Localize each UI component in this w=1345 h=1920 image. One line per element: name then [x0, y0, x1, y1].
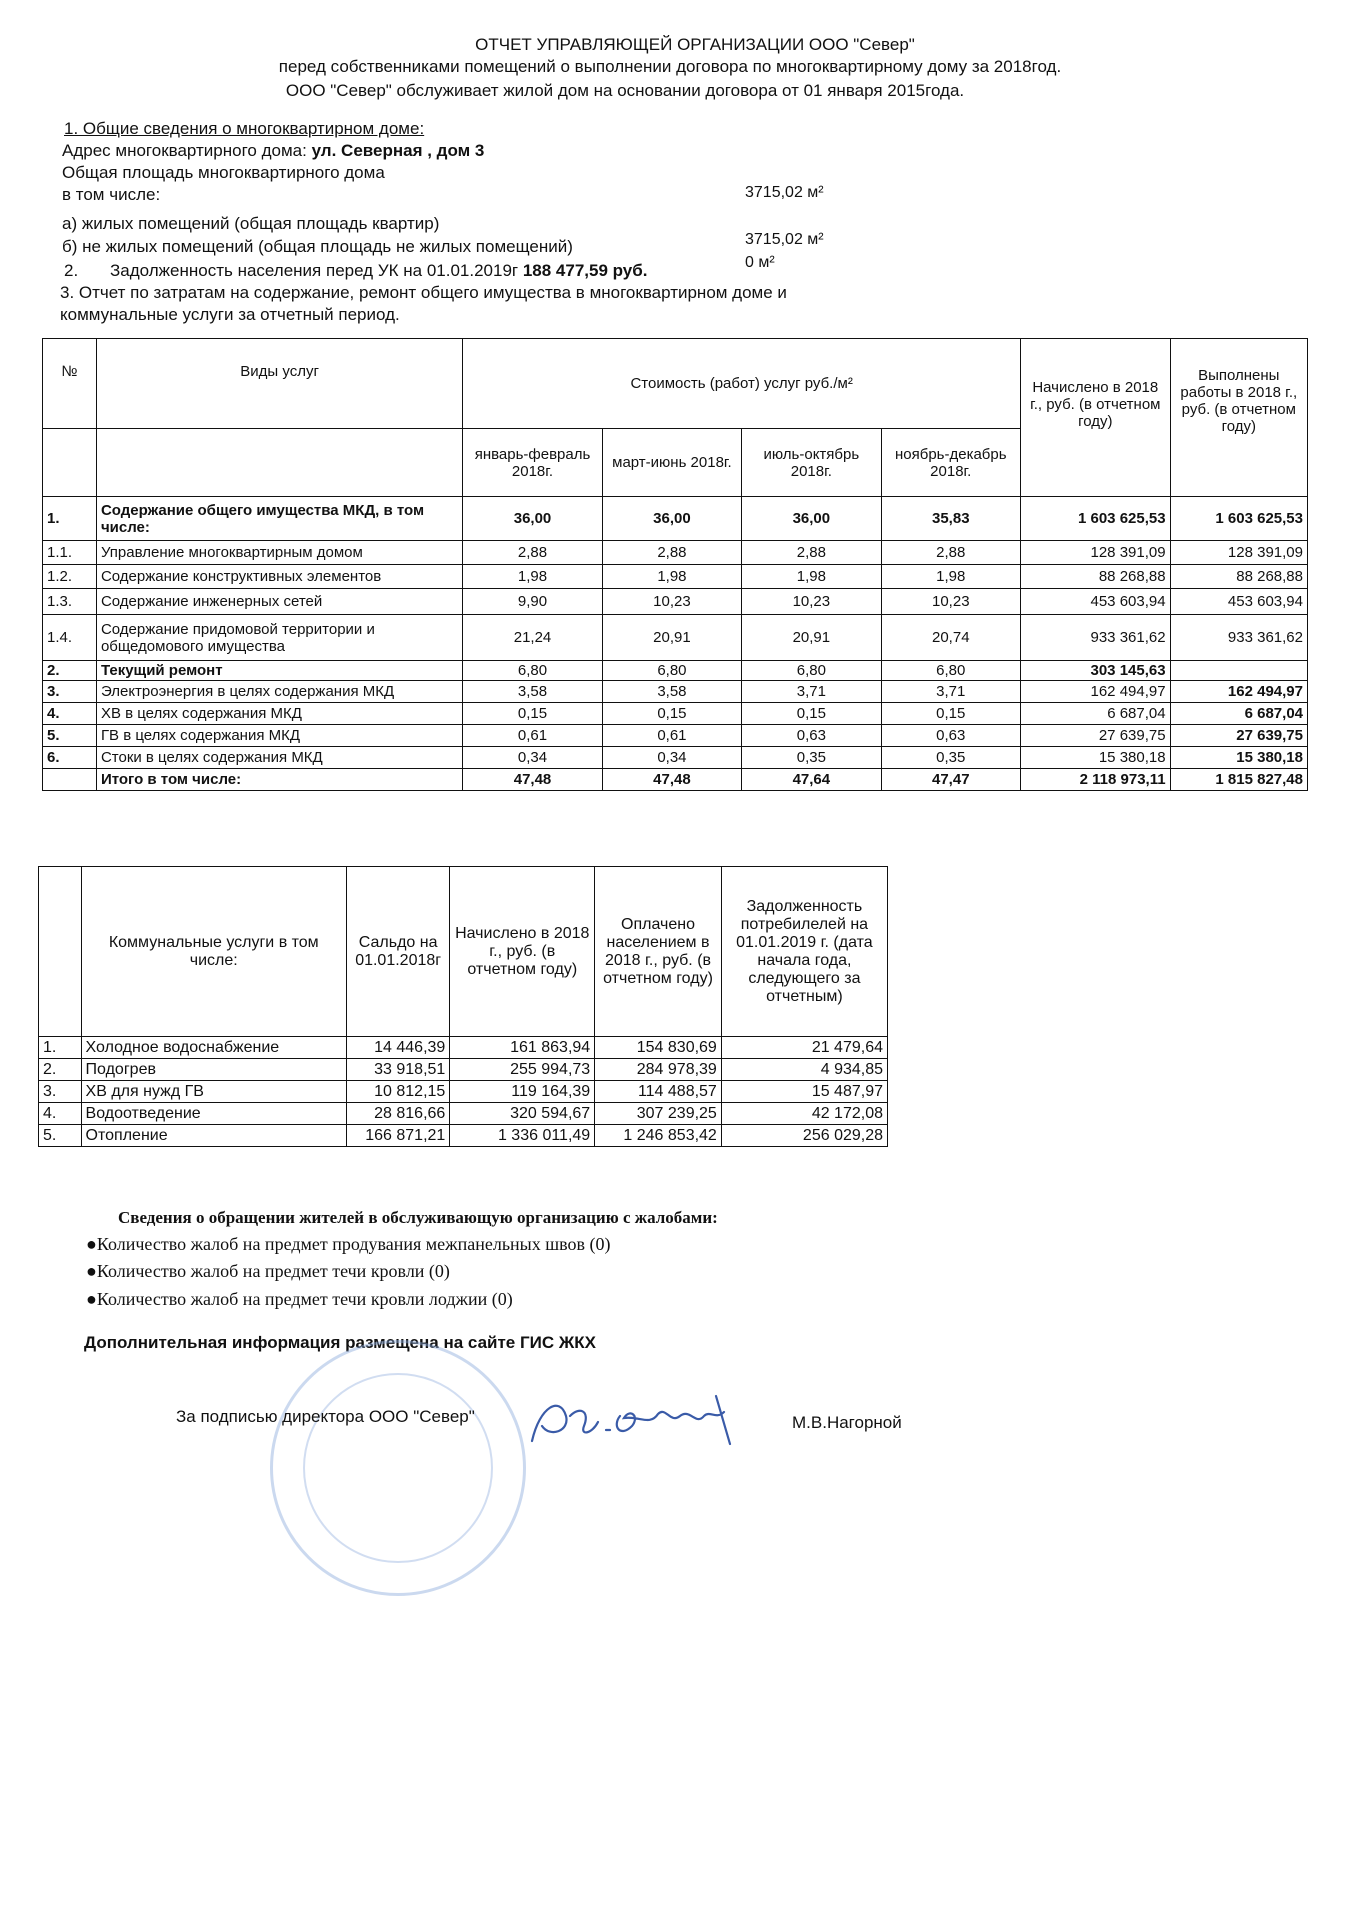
- incl-label: в том числе:: [62, 185, 161, 204]
- cost-name-cell: Электроэнергия в целях содержания МКД: [96, 681, 462, 703]
- living-value: 3715,02 м²: [745, 231, 824, 248]
- complaint-item: ●Количество жалоб на предмет течи кровли лоджии (0): [86, 1289, 513, 1309]
- cost-num-cell: 1.4.: [43, 615, 97, 661]
- cost-accrued-cell: 162 494,97: [1020, 681, 1170, 703]
- cost-p1-cell: 0,15: [463, 703, 602, 725]
- address-value: ул. Северная , дом 3: [311, 141, 485, 160]
- general-heading: 1. Общие сведения о многоквартирном доме:: [64, 119, 425, 138]
- utility-debt-cell: 256 029,28: [721, 1125, 887, 1147]
- utility-saldo-cell: 33 918,51: [346, 1059, 449, 1081]
- address-row: [62, 140, 484, 161]
- col-done-header: Выполнены работы в 2018 г., руб. (в отчетном году): [1170, 339, 1307, 497]
- cost-done-cell: 1 603 625,53: [1170, 497, 1307, 541]
- cost-done-cell: 933 361,62: [1170, 615, 1307, 661]
- cost-row: [43, 565, 1308, 589]
- cost-accrued-cell: 27 639,75: [1020, 725, 1170, 747]
- cost-p4-cell: 6,80: [881, 661, 1020, 681]
- utility-row: [39, 1125, 888, 1147]
- cost-name-cell: Содержание придомовой территории и общедомового имущества: [96, 615, 462, 661]
- nonliving-value: 0 м²: [745, 254, 775, 271]
- debt-value: 188 477,59 руб.: [522, 261, 648, 280]
- report-title: ОТЧЕТ УПРАВЛЯЮЩЕЙ ОРГАНИЗАЦИИ ООО "Север": [475, 35, 915, 54]
- col-cost-header: Стоимость (работ) услуг руб./м²: [463, 339, 1021, 429]
- utility-saldo-cell: 166 871,21: [346, 1125, 449, 1147]
- utilities-header-debt: Задолженность потребилелей на 01.01.2019 г. (дата начала года, следующего за отчетным): [721, 867, 887, 1037]
- cost-num-cell: 3.: [43, 681, 97, 703]
- utility-accrued-cell: 1 336 011,49: [450, 1125, 595, 1147]
- cost-p1-cell: 0,61: [463, 725, 602, 747]
- area-label: Общая площадь многоквартирного дома: [62, 163, 385, 182]
- cost-name-cell: ГВ в целях содержания МКД: [96, 725, 462, 747]
- cost-p2-cell: 20,91: [602, 615, 741, 661]
- cost-p2-cell: 0,34: [602, 747, 741, 769]
- total-p3-cell: 47,64: [742, 769, 881, 791]
- cost-p2-cell: 2,88: [602, 541, 741, 565]
- cost-name-cell: Содержание конструктивных элементов: [96, 565, 462, 589]
- costs-heading-1: 3. Отчет по затратам на содержание, ремонт общего имущества в многоквартирном доме и: [60, 283, 787, 302]
- utilities-header-accrued: Начислено в 2018 г., руб. (в отчетном году): [450, 867, 595, 1037]
- utility-paid-cell: 284 978,39: [595, 1059, 722, 1081]
- cost-num-cell: 1.3.: [43, 589, 97, 615]
- signature-label: За подписью директора ООО "Север": [176, 1407, 475, 1426]
- period-header: ноябрь-декабрь 2018г.: [881, 429, 1020, 497]
- cost-name-cell: Стоки в целях содержания МКД: [96, 747, 462, 769]
- utility-row: [39, 1081, 888, 1103]
- cost-total-row: [43, 769, 1308, 791]
- utility-paid-cell: 154 830,69: [595, 1037, 722, 1059]
- cost-p2-cell: 1,98: [602, 565, 741, 589]
- utility-accrued-cell: 119 164,39: [450, 1081, 595, 1103]
- cost-p1-cell: 0,34: [463, 747, 602, 769]
- cost-p3-cell: 3,71: [742, 681, 881, 703]
- organization-stamp: [270, 1340, 526, 1596]
- cost-p3-cell: 0,35: [742, 747, 881, 769]
- cost-p3-cell: 20,91: [742, 615, 881, 661]
- cost-row: [43, 661, 1308, 681]
- utility-paid-cell: 307 239,25: [595, 1103, 722, 1125]
- nonliving-label: б) не жилых помещений (общая площадь не жилых помещений): [62, 237, 573, 256]
- cost-p1-cell: 21,24: [463, 615, 602, 661]
- report-subtitle: перед собственниками помещений о выполнении договора по многоквартирному дому за 2018год.: [278, 57, 1062, 76]
- cost-accrued-cell: 1 603 625,53: [1020, 497, 1170, 541]
- cost-p1-cell: 9,90: [463, 589, 602, 615]
- cost-p1-cell: 36,00: [463, 497, 602, 541]
- debt-label: Задолженность населения перед УК на 01.01.2019г: [110, 261, 523, 280]
- utilities-header-services: Коммунальные услуги в том числе:: [81, 867, 346, 1037]
- total-num-cell: [43, 769, 97, 791]
- cost-done-cell: 6 687,04: [1170, 703, 1307, 725]
- utility-saldo-cell: 28 816,66: [346, 1103, 449, 1125]
- utility-accrued-cell: 255 994,73: [450, 1059, 595, 1081]
- cost-done-cell: 15 380,18: [1170, 747, 1307, 769]
- cost-p4-cell: 10,23: [881, 589, 1020, 615]
- cost-p4-cell: 35,83: [881, 497, 1020, 541]
- cost-name-cell: Содержание общего имущества МКД, в том числе:: [96, 497, 462, 541]
- cost-name-cell: Содержание инженерных сетей: [96, 589, 462, 615]
- signature-scribble: [520, 1386, 760, 1456]
- utility-name-cell: Подогрев: [81, 1059, 346, 1081]
- cost-num-cell: 2.: [43, 661, 97, 681]
- total-accrued-cell: 2 118 973,11: [1020, 769, 1170, 791]
- utility-row: [39, 1103, 888, 1125]
- utility-debt-cell: 21 479,64: [721, 1037, 887, 1059]
- cost-done-cell: 453 603,94: [1170, 589, 1307, 615]
- total-p4-cell: 47,47: [881, 769, 1020, 791]
- utilities-header-num: [39, 867, 82, 1037]
- cost-done-cell: 162 494,97: [1170, 681, 1307, 703]
- cost-p4-cell: 1,98: [881, 565, 1020, 589]
- cost-row: [43, 615, 1308, 661]
- utility-row: [39, 1037, 888, 1059]
- col-services-header: Виды услуг: [96, 339, 462, 429]
- utility-name-cell: Отопление: [81, 1125, 346, 1147]
- cost-row: [43, 681, 1308, 703]
- cost-accrued-cell: 128 391,09: [1020, 541, 1170, 565]
- cost-p2-cell: 0,15: [602, 703, 741, 725]
- cost-p4-cell: 0,15: [881, 703, 1020, 725]
- cost-row: [43, 747, 1308, 769]
- cost-p3-cell: 2,88: [742, 541, 881, 565]
- cost-num-cell: 1.2.: [43, 565, 97, 589]
- report-contract-line: ООО "Север" обслуживает жилой дом на основании договора от 01 января 2015года.: [285, 81, 965, 100]
- cost-accrued-cell: 6 687,04: [1020, 703, 1170, 725]
- total-p1-cell: 47,48: [463, 769, 602, 791]
- utility-paid-cell: 114 488,57: [595, 1081, 722, 1103]
- cost-p3-cell: 6,80: [742, 661, 881, 681]
- period-header: июль-октябрь 2018г.: [742, 429, 881, 497]
- utility-debt-cell: 42 172,08: [721, 1103, 887, 1125]
- cost-row: [43, 497, 1308, 541]
- address-label: Адрес многоквартирного дома:: [62, 141, 312, 160]
- cost-row: [43, 703, 1308, 725]
- complaint-item: ●Количество жалоб на предмет течи кровли (0): [86, 1261, 450, 1281]
- cost-num-cell: 1.1.: [43, 541, 97, 565]
- total-name-cell: Итого в том числе:: [96, 769, 462, 791]
- utility-paid-cell: 1 246 853,42: [595, 1125, 722, 1147]
- utility-num-cell: 1.: [39, 1037, 82, 1059]
- debt-num: 2.: [64, 261, 79, 280]
- cost-accrued-cell: 303 145,63: [1020, 661, 1170, 681]
- complaints-heading: Сведения о обращении жителей в обслуживающую организацию с жалобами:: [118, 1208, 718, 1227]
- utility-accrued-cell: 320 594,67: [450, 1103, 595, 1125]
- utility-debt-cell: 15 487,97: [721, 1081, 887, 1103]
- utility-saldo-cell: 10 812,15: [346, 1081, 449, 1103]
- utilities-table: [38, 866, 888, 1147]
- period-header: январь-февраль 2018г.: [463, 429, 602, 497]
- cost-p2-cell: 6,80: [602, 661, 741, 681]
- utility-name-cell: Холодное водоснабжение: [81, 1037, 346, 1059]
- cost-p1-cell: 6,80: [463, 661, 602, 681]
- utility-num-cell: 2.: [39, 1059, 82, 1081]
- total-p2-cell: 47,48: [602, 769, 741, 791]
- incl-value: 3715,02 м²: [745, 184, 824, 201]
- utilities-header-paid: Оплачено населением в 2018 г., руб. (в отчетном году): [595, 867, 722, 1037]
- subheader-empty-num: [43, 429, 97, 497]
- cost-p2-cell: 10,23: [602, 589, 741, 615]
- cost-name-cell: Текущий ремонт: [96, 661, 462, 681]
- cost-name-cell: ХВ в целях содержания МКД: [96, 703, 462, 725]
- cost-p1-cell: 1,98: [463, 565, 602, 589]
- cost-p1-cell: 3,58: [463, 681, 602, 703]
- cost-num-cell: 4.: [43, 703, 97, 725]
- cost-p2-cell: 3,58: [602, 681, 741, 703]
- utility-debt-cell: 4 934,85: [721, 1059, 887, 1081]
- col-num-header: №: [43, 339, 97, 429]
- period-header: март-июнь 2018г.: [602, 429, 741, 497]
- cost-accrued-cell: 88 268,88: [1020, 565, 1170, 589]
- cost-accrued-cell: 453 603,94: [1020, 589, 1170, 615]
- cost-done-cell: 88 268,88: [1170, 565, 1307, 589]
- cost-done-cell: [1170, 661, 1307, 681]
- cost-done-cell: 128 391,09: [1170, 541, 1307, 565]
- cost-accrued-cell: 933 361,62: [1020, 615, 1170, 661]
- cost-p4-cell: 2,88: [881, 541, 1020, 565]
- cost-p4-cell: 0,35: [881, 747, 1020, 769]
- complaint-item: ●Количество жалоб на предмет продувания межпанельных швов (0): [86, 1234, 611, 1254]
- utility-name-cell: ХВ для нужд ГВ: [81, 1081, 346, 1103]
- cost-p2-cell: 36,00: [602, 497, 741, 541]
- utility-num-cell: 5.: [39, 1125, 82, 1147]
- stamp-inner-ring: [303, 1373, 493, 1563]
- living-label: а) жилых помещений (общая площадь квартир): [62, 214, 440, 233]
- debt-row: [64, 260, 647, 281]
- costs-table: [42, 338, 1308, 791]
- cost-num-cell: 1.: [43, 497, 97, 541]
- cost-done-cell: 27 639,75: [1170, 725, 1307, 747]
- cost-p2-cell: 0,61: [602, 725, 741, 747]
- utility-num-cell: 3.: [39, 1081, 82, 1103]
- cost-row: [43, 725, 1308, 747]
- cost-num-cell: 6.: [43, 747, 97, 769]
- utility-accrued-cell: 161 863,94: [450, 1037, 595, 1059]
- subheader-empty-name: [96, 429, 462, 497]
- cost-p3-cell: 0,15: [742, 703, 881, 725]
- director-name: М.В.Нагорной: [792, 1413, 902, 1432]
- utilities-header-saldo: Сальдо на 01.01.2018г: [346, 867, 449, 1037]
- utility-num-cell: 4.: [39, 1103, 82, 1125]
- total-done-cell: 1 815 827,48: [1170, 769, 1307, 791]
- cost-p3-cell: 36,00: [742, 497, 881, 541]
- cost-row: [43, 589, 1308, 615]
- cost-p4-cell: 20,74: [881, 615, 1020, 661]
- additional-info: Дополнительная информация размещена на сайте ГИС ЖКХ: [84, 1333, 596, 1352]
- cost-p3-cell: 0,63: [742, 725, 881, 747]
- cost-p1-cell: 2,88: [463, 541, 602, 565]
- utility-saldo-cell: 14 446,39: [346, 1037, 449, 1059]
- cost-row: [43, 541, 1308, 565]
- cost-name-cell: Управление многоквартирным домом: [96, 541, 462, 565]
- costs-heading-2: коммунальные услуги за отчетный период.: [60, 305, 400, 324]
- cost-p4-cell: 0,63: [881, 725, 1020, 747]
- cost-p4-cell: 3,71: [881, 681, 1020, 703]
- col-accrued-header: Начислено в 2018 г., руб. (в отчетном году): [1020, 339, 1170, 497]
- cost-accrued-cell: 15 380,18: [1020, 747, 1170, 769]
- cost-p3-cell: 1,98: [742, 565, 881, 589]
- cost-p3-cell: 10,23: [742, 589, 881, 615]
- utility-row: [39, 1059, 888, 1081]
- cost-num-cell: 5.: [43, 725, 97, 747]
- utility-name-cell: Водоотведение: [81, 1103, 346, 1125]
